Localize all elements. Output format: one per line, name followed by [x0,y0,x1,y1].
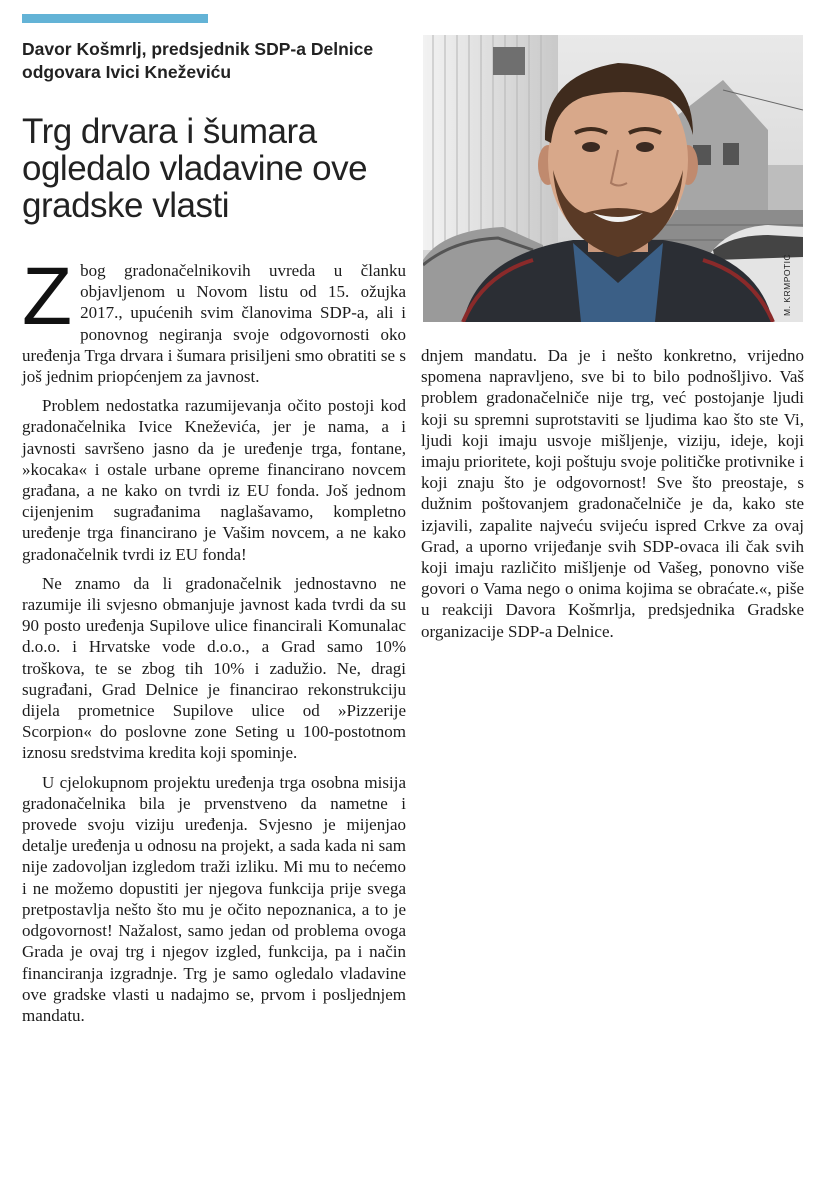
drop-cap: Z [22,251,73,342]
paragraph-2: Problem nedostatka razumijevanja očito postoji kod gradonačelnika Ivice Kneževića, jer je nama, a i javnosti savršeno jasno da je uređenje trga, fontane, »kocaka« i ostale urbane opreme financirano novcem građana, a ne kako on tvrdi iz EU fonda. Još jednom cijenjenim sugrađanima naglašavamo, kompletno uređenje trga financirano je Vašim novcem, a ne kako gradonačelnik tvrdi iz EU fonda! [22,396,406,564]
article-column-left [22,251,406,1026]
paragraph-3: Ne znamo da li gradonačelnik jednostavno ne razumije ili svjesno obmanjuje javnost kada tvrdi da su 90 posto uređenja Supilove ulice financirali Komunalac d.o.o. i Hrvatske vode d.o.o., a Grad samo 10% troškova, te se zbog tih 10% i zadužio. Ne, dragi sugrađani, Grad Delnice je financirao rekonstrukciju dijela prometnice Supilove ulice od »Pizzerije Scorpion« do poslovne zone Seting u 100-postotnom iznosu sredstvima kredita koji spominje. [22,573,406,763]
portrait-photo [423,35,803,322]
paragraph-4-continued: dnjem mandatu. Da je i nešto konkretno, vrijedno spomena napravljeno, sve bi to bilo podnošljivo. Vaš problem gradonačelniče nije trg, već postojanje ljudi koji su spremni suprotstaviti se ljudima kao što ste Vi, ljudi koji imaju usvoje mišljenje, viziju, ideje, koji imaju prioritete, koji poštuju svoje političke protivnike i koji znaju što je odgovornost! Sve što preostaje, s dužnim poštovanjem gradonačelniče je da, kako ste izjavili, zapalite najveću svijeću ispred Crkve za ovaj Grad, a uporno vrijeđanje svih SDP-ovaca ili čak svih koji imaju različito mišljenje od Vašeg, ponovno više govori o Vama nego o onima kojima se obraćate.«, piše u reakciji Davora Košmrlja, predsjednika Gradske organizacije SDP-a Delnice. [421,346,804,641]
photo-credit: M. KRMPOTIĆ [782,253,792,316]
section-color-bar [22,14,208,23]
article-headline: Trg drvara i šumara ogledalo vladavine ove gradske vlasti [22,112,368,225]
article-column-right [421,345,804,642]
paragraph-intro-text: bog gradonačelnikovih uvreda u članku objavljenom u Novom listu od 15. ožujka 2017., upućenih svim članovima SDP-a, ali i ponovnog negiranja svoje odgovornosti oko uređenja Trga drvara i šumara prisiljeni smo obratiti se s još jednim priopćenjem za javnost. [22,261,406,387]
article-kicker: Davor Košmrlj, predsjednik SDP-a Delnice odgovara Ivici Kneževiću [22,39,374,82]
paragraph-intro [22,251,406,387]
paragraph-4: U cjelokupnom projektu uređenja trga osobna misija gradonačelnika bila je prvenstveno da nametne i provede svoju viziju uređenja. Svjesno je mijenjao detalje uređenja u odnosu na projekt, a sada kada ni sam nije zadovoljan izgledom traži izliku. Mi mu to nećemo i ne možemo dopustiti jer njegova funkcija prije svega pretpostavlja nešto što mu je očito nepoznanica, a to je odgovornost! Nažalost, samo jedan od problema ovoga Grada je ovaj trg i njegov izgled, funkcija, pa i način financiranja izgradnje. Trg je samo ogledalo vladavine ove gradske vlasti u nadajmo se, prvom i posljednjem mandatu. [22,772,406,1025]
